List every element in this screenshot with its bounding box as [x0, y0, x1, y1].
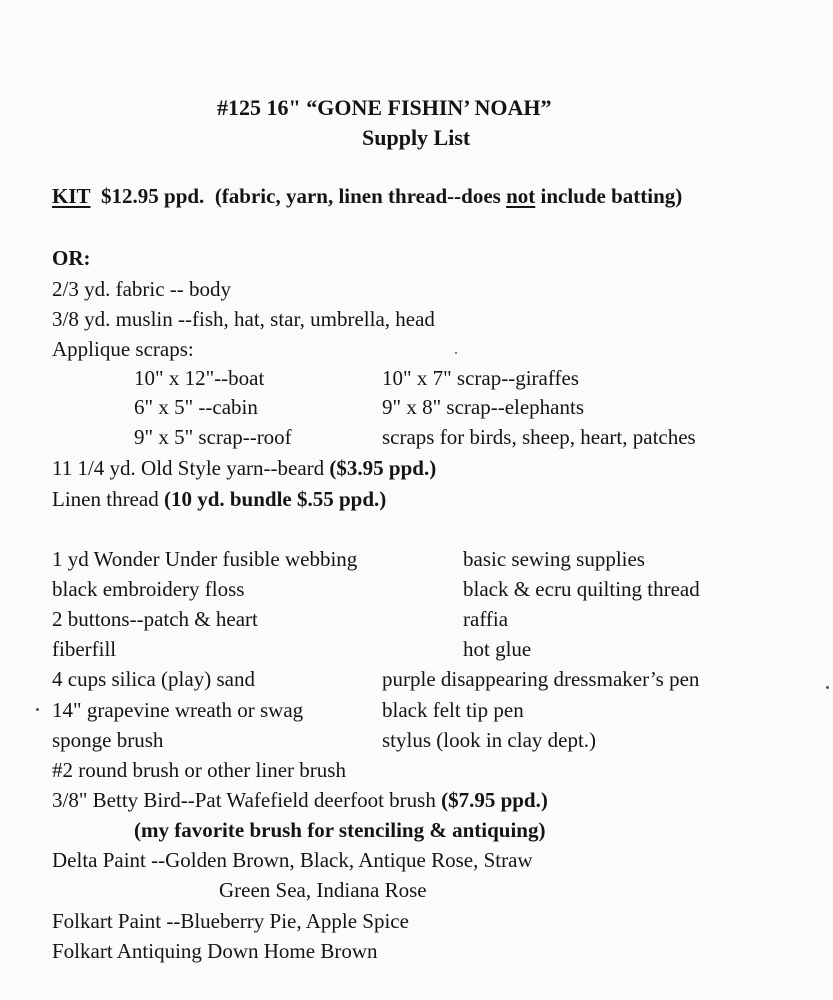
kit-price: $12.95 ppd. [101, 184, 205, 208]
applique-item: scraps for birds, sheep, heart, patches [382, 425, 696, 449]
yarn-line [52, 458, 436, 479]
yarn-text: 11 1/4 yd. Old Style yarn--beard [52, 456, 330, 480]
linen-price: (10 yd. bundle $.55 ppd.) [163, 487, 387, 511]
or-label: OR: [52, 246, 91, 270]
supply-item: 1 yd Wonder Under fusible webbing [52, 547, 358, 571]
folkart-antiquing-line: Folkart Antiquing Down Home Brown [52, 939, 378, 963]
applique-item: 9" x 5" scrap--roof [134, 425, 292, 449]
supply-item: raffia [463, 607, 509, 631]
scan-speck [826, 686, 829, 689]
round-brush-line: #2 round brush or other liner brush [52, 758, 346, 782]
scan-speck [455, 352, 457, 354]
applique-item: 10" x 7" scrap--giraffes [382, 366, 579, 390]
yarn-price: ($3.95 ppd.) [329, 456, 437, 480]
kit-note: (fabric, yarn, linen thread--does [214, 184, 507, 208]
applique-item: 9" x 8" scrap--elephants [382, 395, 584, 419]
fabric-line: 3/8 yd. muslin --fish, hat, star, umbrella, head [52, 307, 435, 331]
supply-item: 2 buttons--patch & heart [52, 607, 258, 631]
supply-item: black embroidery floss [52, 577, 245, 601]
kit-label: KIT [52, 184, 91, 208]
supply-item: fiberfill [52, 637, 117, 661]
supply-item: sponge brush [52, 728, 164, 752]
supply-item: 4 cups silica (play) sand [52, 667, 255, 691]
supply-item: hot glue [463, 637, 532, 661]
supply-item: black & ecru quilting thread [463, 577, 700, 601]
supply-item: basic sewing supplies [463, 547, 645, 571]
linen-line [52, 489, 386, 510]
betty-bird-text: 3/8" Betty Bird--Pat Wafefield deerfoot brush [52, 788, 442, 812]
applique-item: 10" x 12"--boat [134, 366, 265, 390]
linen-text: Linen thread [52, 487, 164, 511]
supply-item: black felt tip pen [382, 698, 524, 722]
favorite-note: (my favorite brush for stenciling & antiquing) [134, 818, 546, 842]
fabric-line: 2/3 yd. fabric -- body [52, 277, 232, 301]
kit-note-end: include batting) [535, 184, 683, 208]
delta-paint-line-2: Green Sea, Indiana Rose [219, 878, 427, 902]
betty-bird-line [52, 790, 548, 811]
applique-item: 6" x 5" --cabin [134, 395, 258, 419]
scan-speck [36, 708, 39, 711]
page-title: #125 16" “GONE FISHIN’ NOAH” [217, 95, 552, 120]
fabric-line: Applique scraps: [52, 337, 194, 361]
supply-item: 14" grapevine wreath or swag [52, 698, 304, 722]
betty-bird-price: ($7.95 ppd.) [441, 788, 548, 812]
kit-line [52, 186, 682, 207]
delta-paint-line: Delta Paint --Golden Brown, Black, Antique Rose, Straw [52, 848, 533, 872]
kit-not-word: not [506, 184, 536, 208]
folkart-paint-line: Folkart Paint --Blueberry Pie, Apple Spice [52, 909, 409, 933]
supply-item: stylus (look in clay dept.) [382, 728, 597, 752]
supply-item: purple disappearing dressmaker’s pen [382, 667, 700, 691]
page-subtitle: Supply List [362, 125, 471, 150]
